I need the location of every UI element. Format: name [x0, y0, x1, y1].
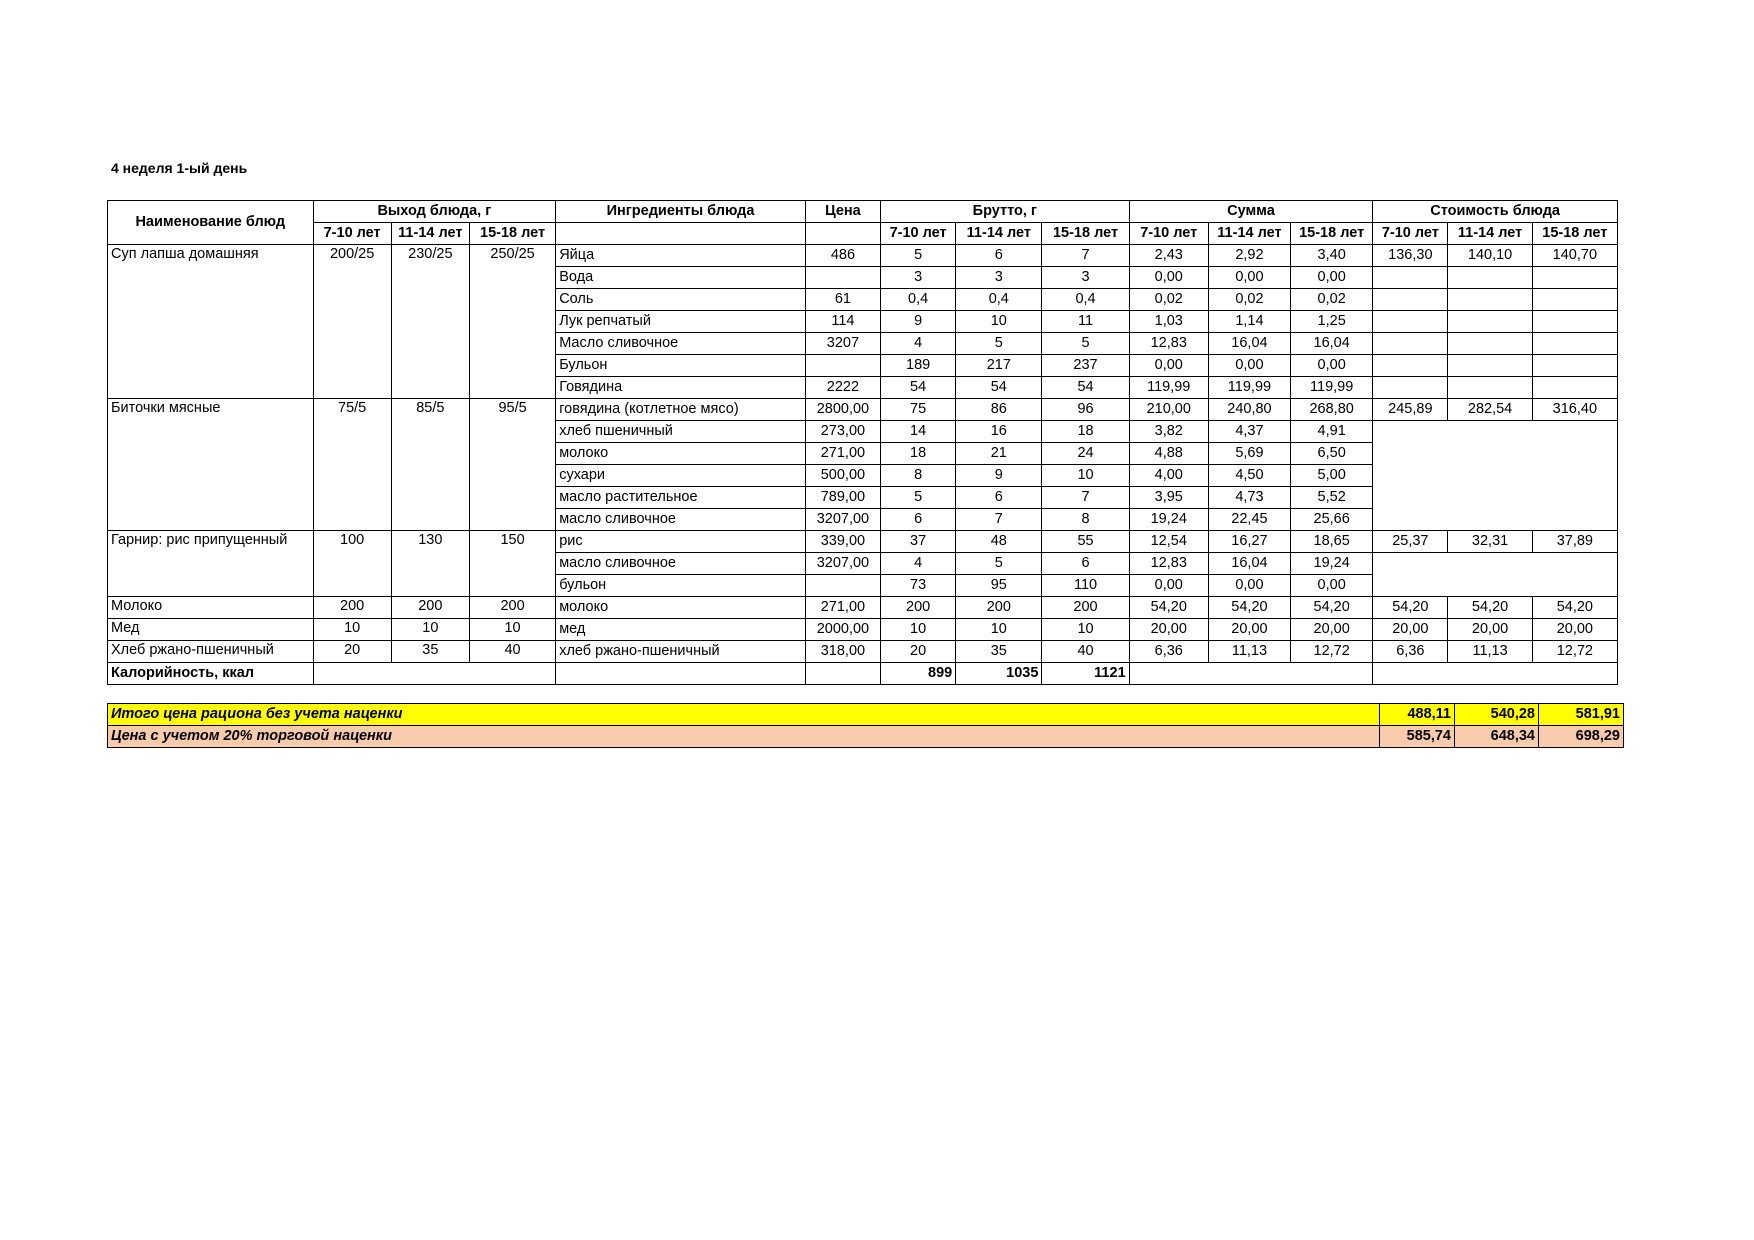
header-price: Цена: [805, 201, 880, 223]
brutto-cell: 0,4: [881, 289, 956, 311]
calories-blank: [1129, 663, 1373, 685]
calories-value: 1121: [1042, 663, 1129, 685]
sum-cell: 20,00: [1208, 619, 1290, 641]
ingredient-name-cell: бульон: [556, 575, 806, 597]
dish-cost-cell: 282,54: [1448, 399, 1532, 421]
sum-cell: 240,80: [1208, 399, 1290, 421]
dish-output-cell: 200: [469, 597, 555, 619]
sum-cell: 2,92: [1208, 245, 1290, 267]
dish-cost-cell: [1532, 355, 1617, 377]
sum-cell: 0,02: [1291, 289, 1373, 311]
brutto-cell: 54: [881, 377, 956, 399]
dish-cost-cell: [1373, 377, 1448, 399]
calories-label: Калорийность, ккал: [108, 663, 314, 685]
totals-value: 488,11: [1380, 704, 1455, 726]
dish-cost-cell: [1373, 355, 1448, 377]
brutto-cell: 95: [956, 575, 1042, 597]
calories-blank: [313, 663, 556, 685]
ingredient-price-cell: 3207: [805, 333, 880, 355]
dish-cost-cell: [1373, 333, 1448, 355]
brutto-cell: 0,4: [956, 289, 1042, 311]
dish-cost-cell: [1448, 267, 1532, 289]
brutto-cell: 200: [956, 597, 1042, 619]
sum-cell: 18,65: [1291, 531, 1373, 553]
header-empty: [556, 223, 806, 245]
sum-cell: 16,04: [1208, 333, 1290, 355]
brutto-cell: 75: [881, 399, 956, 421]
sum-cell: 0,00: [1291, 355, 1373, 377]
ingredient-price-cell: [805, 267, 880, 289]
sum-cell: 210,00: [1129, 399, 1208, 421]
dish-cost-blank: [1373, 421, 1618, 531]
sum-cell: 0,00: [1291, 575, 1373, 597]
ingredient-price-cell: 271,00: [805, 443, 880, 465]
table-row: [108, 597, 1618, 619]
ingredient-price-cell: 339,00: [805, 531, 880, 553]
sum-cell: 0,02: [1129, 289, 1208, 311]
brutto-cell: 3: [1042, 267, 1129, 289]
header-age: 11-14 лет: [1208, 223, 1290, 245]
header-dish-name: Наименование блюд: [108, 201, 314, 245]
table-body: [108, 245, 1618, 685]
sum-cell: 19,24: [1129, 509, 1208, 531]
ingredient-name-cell: Яйца: [556, 245, 806, 267]
sum-cell: 16,04: [1208, 553, 1290, 575]
dish-cost-cell: 12,72: [1532, 641, 1617, 663]
brutto-cell: 5: [956, 553, 1042, 575]
dish-name-cell: Биточки мясные: [108, 399, 314, 531]
ingredient-price-cell: 2222: [805, 377, 880, 399]
table-row: [108, 399, 1618, 421]
dish-cost-cell: 54,20: [1532, 597, 1617, 619]
sum-cell: 6,36: [1129, 641, 1208, 663]
ingredient-name-cell: хлеб пшеничный: [556, 421, 806, 443]
dish-cost-cell: [1532, 289, 1617, 311]
brutto-cell: 21: [956, 443, 1042, 465]
menu-table: [107, 200, 1618, 685]
dish-cost-cell: [1448, 311, 1532, 333]
brutto-cell: 10: [1042, 619, 1129, 641]
brutto-cell: 16: [956, 421, 1042, 443]
sum-cell: 5,00: [1291, 465, 1373, 487]
header-age: 11-14 лет: [391, 223, 469, 245]
dish-name-cell: Гарнир: рис припущенный: [108, 531, 314, 597]
brutto-cell: 11: [1042, 311, 1129, 333]
ingredient-price-cell: [805, 355, 880, 377]
totals-label: Цена с учетом 20% торговой наценки: [108, 726, 1380, 748]
sum-cell: 0,00: [1208, 575, 1290, 597]
sum-cell: 20,00: [1291, 619, 1373, 641]
sum-cell: 1,25: [1291, 311, 1373, 333]
header-output: Выход блюда, г: [313, 201, 556, 223]
brutto-cell: 3: [956, 267, 1042, 289]
dish-cost-cell: [1448, 377, 1532, 399]
dish-output-cell: 200: [313, 597, 391, 619]
dish-cost-cell: 20,00: [1448, 619, 1532, 641]
brutto-cell: 6: [956, 245, 1042, 267]
dish-cost-cell: [1373, 289, 1448, 311]
ingredient-name-cell: масло растительное: [556, 487, 806, 509]
ingredient-name-cell: Вода: [556, 267, 806, 289]
ingredient-name-cell: сухари: [556, 465, 806, 487]
header-sum: Сумма: [1129, 201, 1373, 223]
dish-cost-cell: 11,13: [1448, 641, 1532, 663]
calories-row: [108, 663, 1618, 685]
header-age: 15-18 лет: [1291, 223, 1373, 245]
header-cost: Стоимость блюда: [1373, 201, 1618, 223]
dish-cost-cell: 37,89: [1532, 531, 1617, 553]
sum-cell: 16,27: [1208, 531, 1290, 553]
header-age: 7-10 лет: [1373, 223, 1448, 245]
sum-cell: 119,99: [1208, 377, 1290, 399]
sum-cell: 3,40: [1291, 245, 1373, 267]
header-age: 15-18 лет: [1042, 223, 1129, 245]
brutto-cell: 0,4: [1042, 289, 1129, 311]
dish-cost-cell: 54,20: [1448, 597, 1532, 619]
calories-blank: [805, 663, 880, 685]
dish-cost-cell: [1448, 355, 1532, 377]
dish-name-cell: Молоко: [108, 597, 314, 619]
brutto-cell: 10: [956, 311, 1042, 333]
dish-name-cell: Хлеб ржано-пшеничный: [108, 641, 314, 663]
dish-cost-cell: 140,70: [1532, 245, 1617, 267]
ingredient-name-cell: мед: [556, 619, 806, 641]
sum-cell: 268,80: [1291, 399, 1373, 421]
sum-cell: 0,00: [1291, 267, 1373, 289]
dish-cost-cell: 245,89: [1373, 399, 1448, 421]
brutto-cell: 10: [1042, 465, 1129, 487]
sum-cell: 3,95: [1129, 487, 1208, 509]
ingredient-name-cell: масло сливочное: [556, 509, 806, 531]
dish-output-cell: 250/25: [469, 245, 555, 399]
calories-value: 1035: [956, 663, 1042, 685]
sum-cell: 54,20: [1129, 597, 1208, 619]
brutto-cell: 54: [956, 377, 1042, 399]
brutto-cell: 217: [956, 355, 1042, 377]
brutto-cell: 37: [881, 531, 956, 553]
dish-output-cell: 35: [391, 641, 469, 663]
dish-cost-cell: 20,00: [1532, 619, 1617, 641]
totals-label: Итого цена рациона без учета наценки: [108, 704, 1380, 726]
brutto-cell: 18: [1042, 421, 1129, 443]
dish-cost-cell: [1448, 289, 1532, 311]
sum-cell: 4,88: [1129, 443, 1208, 465]
sum-cell: 0,00: [1129, 267, 1208, 289]
dish-cost-cell: 6,36: [1373, 641, 1448, 663]
brutto-cell: 200: [881, 597, 956, 619]
brutto-cell: 10: [881, 619, 956, 641]
ingredient-name-cell: масло сливочное: [556, 553, 806, 575]
ingredient-price-cell: [805, 575, 880, 597]
sum-cell: 0,00: [1129, 355, 1208, 377]
dish-cost-cell: [1532, 333, 1617, 355]
dish-output-cell: 75/5: [313, 399, 391, 531]
dish-cost-cell: [1532, 377, 1617, 399]
dish-cost-cell: 20,00: [1373, 619, 1448, 641]
brutto-cell: 55: [1042, 531, 1129, 553]
ingredient-name-cell: Масло сливочное: [556, 333, 806, 355]
brutto-cell: 7: [1042, 487, 1129, 509]
brutto-cell: 200: [1042, 597, 1129, 619]
sum-cell: 5,69: [1208, 443, 1290, 465]
dish-output-cell: 230/25: [391, 245, 469, 399]
sum-cell: 54,20: [1291, 597, 1373, 619]
brutto-cell: 8: [1042, 509, 1129, 531]
brutto-cell: 3: [881, 267, 956, 289]
sum-cell: 16,04: [1291, 333, 1373, 355]
dish-name-cell: Мед: [108, 619, 314, 641]
brutto-cell: 18: [881, 443, 956, 465]
header-age: 11-14 лет: [1448, 223, 1532, 245]
header-age: 7-10 лет: [881, 223, 956, 245]
brutto-cell: 189: [881, 355, 956, 377]
dish-cost-cell: 136,30: [1373, 245, 1448, 267]
ingredient-name-cell: молоко: [556, 443, 806, 465]
dish-name-cell: Суп лапша домашняя: [108, 245, 314, 399]
dish-output-cell: 95/5: [469, 399, 555, 531]
calories-blank: [556, 663, 806, 685]
brutto-cell: 4: [881, 553, 956, 575]
brutto-cell: 4: [881, 333, 956, 355]
sum-cell: 5,52: [1291, 487, 1373, 509]
table-row: [108, 619, 1618, 641]
ingredient-price-cell: 271,00: [805, 597, 880, 619]
sum-cell: 4,37: [1208, 421, 1290, 443]
sum-cell: 54,20: [1208, 597, 1290, 619]
dish-output-cell: 150: [469, 531, 555, 597]
dish-cost-cell: [1373, 267, 1448, 289]
page-title: 4 неделя 1-ый день: [111, 160, 248, 176]
sum-cell: 0,00: [1208, 267, 1290, 289]
ingredient-name-cell: Лук репчатый: [556, 311, 806, 333]
calories-blank: [1373, 663, 1618, 685]
dish-output-cell: 100: [313, 531, 391, 597]
dish-cost-cell: [1448, 333, 1532, 355]
brutto-cell: 237: [1042, 355, 1129, 377]
dish-output-cell: 40: [469, 641, 555, 663]
sum-cell: 4,91: [1291, 421, 1373, 443]
ingredient-name-cell: говядина (котлетное мясо): [556, 399, 806, 421]
brutto-cell: 48: [956, 531, 1042, 553]
sum-cell: 12,72: [1291, 641, 1373, 663]
ingredient-name-cell: Говядина: [556, 377, 806, 399]
brutto-cell: 40: [1042, 641, 1129, 663]
totals-value: 540,28: [1455, 704, 1539, 726]
brutto-cell: 20: [881, 641, 956, 663]
dish-cost-cell: [1532, 267, 1617, 289]
sum-cell: 22,45: [1208, 509, 1290, 531]
brutto-cell: 73: [881, 575, 956, 597]
dish-output-cell: 200: [391, 597, 469, 619]
header-empty: [805, 223, 880, 245]
dish-cost-cell: 140,10: [1448, 245, 1532, 267]
header-age: 15-18 лет: [1532, 223, 1617, 245]
dish-output-cell: 10: [313, 619, 391, 641]
totals-row: [108, 704, 1624, 726]
dish-output-cell: 10: [391, 619, 469, 641]
brutto-cell: 5: [956, 333, 1042, 355]
sum-cell: 19,24: [1291, 553, 1373, 575]
brutto-cell: 5: [1042, 333, 1129, 355]
ingredient-price-cell: 273,00: [805, 421, 880, 443]
sum-cell: 3,82: [1129, 421, 1208, 443]
totals-value: 581,91: [1539, 704, 1624, 726]
dish-cost-blank: [1373, 553, 1618, 597]
brutto-cell: 35: [956, 641, 1042, 663]
dish-cost-cell: [1532, 311, 1617, 333]
brutto-cell: 5: [881, 245, 956, 267]
sum-cell: 119,99: [1291, 377, 1373, 399]
ingredient-price-cell: 3207,00: [805, 509, 880, 531]
totals-value: 585,74: [1380, 726, 1455, 748]
ingredient-name-cell: Бульон: [556, 355, 806, 377]
ingredient-price-cell: 61: [805, 289, 880, 311]
sum-cell: 25,66: [1291, 509, 1373, 531]
totals-table: [107, 703, 1624, 748]
ingredient-price-cell: 500,00: [805, 465, 880, 487]
dish-cost-cell: 25,37: [1373, 531, 1448, 553]
ingredient-price-cell: 318,00: [805, 641, 880, 663]
dish-cost-cell: 54,20: [1373, 597, 1448, 619]
sum-cell: 0,00: [1129, 575, 1208, 597]
brutto-cell: 9: [881, 311, 956, 333]
ingredient-name-cell: Соль: [556, 289, 806, 311]
sum-cell: 4,50: [1208, 465, 1290, 487]
sum-cell: 4,73: [1208, 487, 1290, 509]
dish-output-cell: 85/5: [391, 399, 469, 531]
dish-cost-cell: [1373, 311, 1448, 333]
brutto-cell: 10: [956, 619, 1042, 641]
brutto-cell: 6: [1042, 553, 1129, 575]
ingredient-name-cell: рис: [556, 531, 806, 553]
header-ingredients: Ингредиенты блюда: [556, 201, 806, 223]
sum-cell: 12,83: [1129, 553, 1208, 575]
brutto-cell: 6: [956, 487, 1042, 509]
table-row: [108, 531, 1618, 553]
header-age: 15-18 лет: [469, 223, 555, 245]
brutto-cell: 7: [956, 509, 1042, 531]
ingredient-price-cell: 114: [805, 311, 880, 333]
dish-output-cell: 130: [391, 531, 469, 597]
table-header: [108, 201, 1618, 245]
brutto-cell: 110: [1042, 575, 1129, 597]
sum-cell: 1,03: [1129, 311, 1208, 333]
table-row: [108, 641, 1618, 663]
sum-cell: 4,00: [1129, 465, 1208, 487]
sum-cell: 119,99: [1129, 377, 1208, 399]
brutto-cell: 24: [1042, 443, 1129, 465]
brutto-cell: 54: [1042, 377, 1129, 399]
totals-value: 698,29: [1539, 726, 1624, 748]
totals-value: 648,34: [1455, 726, 1539, 748]
sum-cell: 2,43: [1129, 245, 1208, 267]
sum-cell: 12,83: [1129, 333, 1208, 355]
ingredient-price-cell: 2000,00: [805, 619, 880, 641]
header-age: 7-10 лет: [313, 223, 391, 245]
brutto-cell: 8: [881, 465, 956, 487]
header-brutto: Брутто, г: [881, 201, 1130, 223]
brutto-cell: 7: [1042, 245, 1129, 267]
sum-cell: 11,13: [1208, 641, 1290, 663]
dish-output-cell: 20: [313, 641, 391, 663]
brutto-cell: 86: [956, 399, 1042, 421]
dish-output-cell: 10: [469, 619, 555, 641]
header-age: 11-14 лет: [956, 223, 1042, 245]
dish-cost-cell: 32,31: [1448, 531, 1532, 553]
sum-cell: 0,02: [1208, 289, 1290, 311]
sum-cell: 1,14: [1208, 311, 1290, 333]
table-row: [108, 245, 1618, 267]
brutto-cell: 5: [881, 487, 956, 509]
sum-cell: 20,00: [1129, 619, 1208, 641]
sum-cell: 6,50: [1291, 443, 1373, 465]
dish-cost-cell: 316,40: [1532, 399, 1617, 421]
header-age: 7-10 лет: [1129, 223, 1208, 245]
brutto-cell: 96: [1042, 399, 1129, 421]
totals-row: [108, 726, 1624, 748]
brutto-cell: 6: [881, 509, 956, 531]
ingredient-price-cell: 2800,00: [805, 399, 880, 421]
sum-cell: 12,54: [1129, 531, 1208, 553]
dish-output-cell: 200/25: [313, 245, 391, 399]
ingredient-price-cell: 486: [805, 245, 880, 267]
brutto-cell: 9: [956, 465, 1042, 487]
ingredient-price-cell: 3207,00: [805, 553, 880, 575]
calories-value: 899: [881, 663, 956, 685]
ingredient-price-cell: 789,00: [805, 487, 880, 509]
ingredient-name-cell: молоко: [556, 597, 806, 619]
brutto-cell: 14: [881, 421, 956, 443]
ingredient-name-cell: хлеб ржано-пшеничный: [556, 641, 806, 663]
sum-cell: 0,00: [1208, 355, 1290, 377]
